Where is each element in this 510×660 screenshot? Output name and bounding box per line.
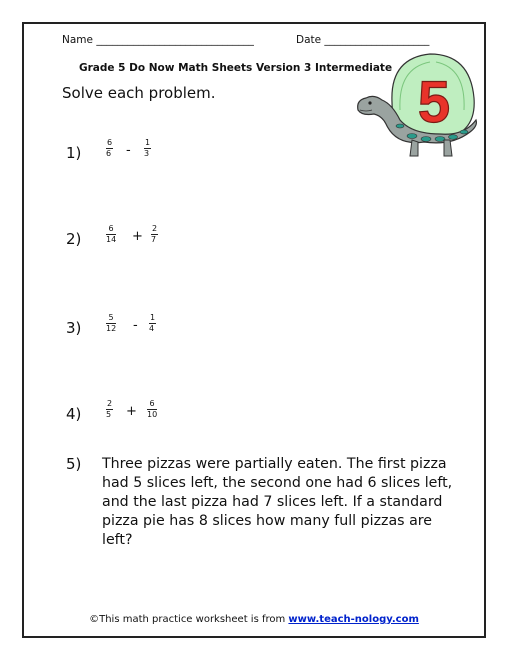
dinosaur-mascot-image <box>352 50 482 160</box>
operator: - <box>133 318 138 333</box>
worksheet-title: Grade 5 Do Now Math Sheets Version 3 Intermediate <box>79 62 393 74</box>
footer-credit <box>24 614 484 625</box>
fraction-a: $\frac{2}{5}$ <box>106 399 113 419</box>
word-problem <box>66 455 466 550</box>
problem-number: 3) <box>66 319 82 337</box>
instructions: Solve each problem. <box>62 84 216 102</box>
badge-number: 5 <box>417 70 451 135</box>
fraction-b: $\frac{1}{3}$ <box>144 138 151 158</box>
problem-number: 2) <box>66 230 82 248</box>
footer-text: ©This math practice worksheet is from <box>89 614 289 625</box>
worksheet-page <box>22 22 486 638</box>
fraction-a: $\frac{5}{12}$ <box>106 313 117 333</box>
word-problem-text: Three pizzas were partially eaten. The first pizza had 5 slices left, the second one had 6 slices left, and the last pizza had 7 slices left. If a standard pizza pie has 8 slices how many full pizzas are left? <box>102 456 453 548</box>
footer-link[interactable]: www.teach-nology.com <box>288 614 419 625</box>
problem-number: 4) <box>66 405 82 423</box>
operator: + <box>126 404 137 419</box>
date-field-label: Date ____________________ <box>296 34 430 46</box>
fraction-a: $\frac{6}{14}$ <box>106 224 117 244</box>
operator: - <box>126 143 131 158</box>
operator: + <box>132 229 143 244</box>
fraction-b: $\frac{6}{10}$ <box>147 399 158 419</box>
fraction-b: $\frac{2}{7}$ <box>151 224 158 244</box>
fraction-b: $\frac{1}{4}$ <box>149 313 156 333</box>
problem-number: 1) <box>66 144 82 162</box>
name-field-label: Name ______________________________ <box>62 34 254 46</box>
fraction-a: $\frac{6}{6}$ <box>106 138 113 158</box>
problem-number: 5) <box>66 455 82 473</box>
